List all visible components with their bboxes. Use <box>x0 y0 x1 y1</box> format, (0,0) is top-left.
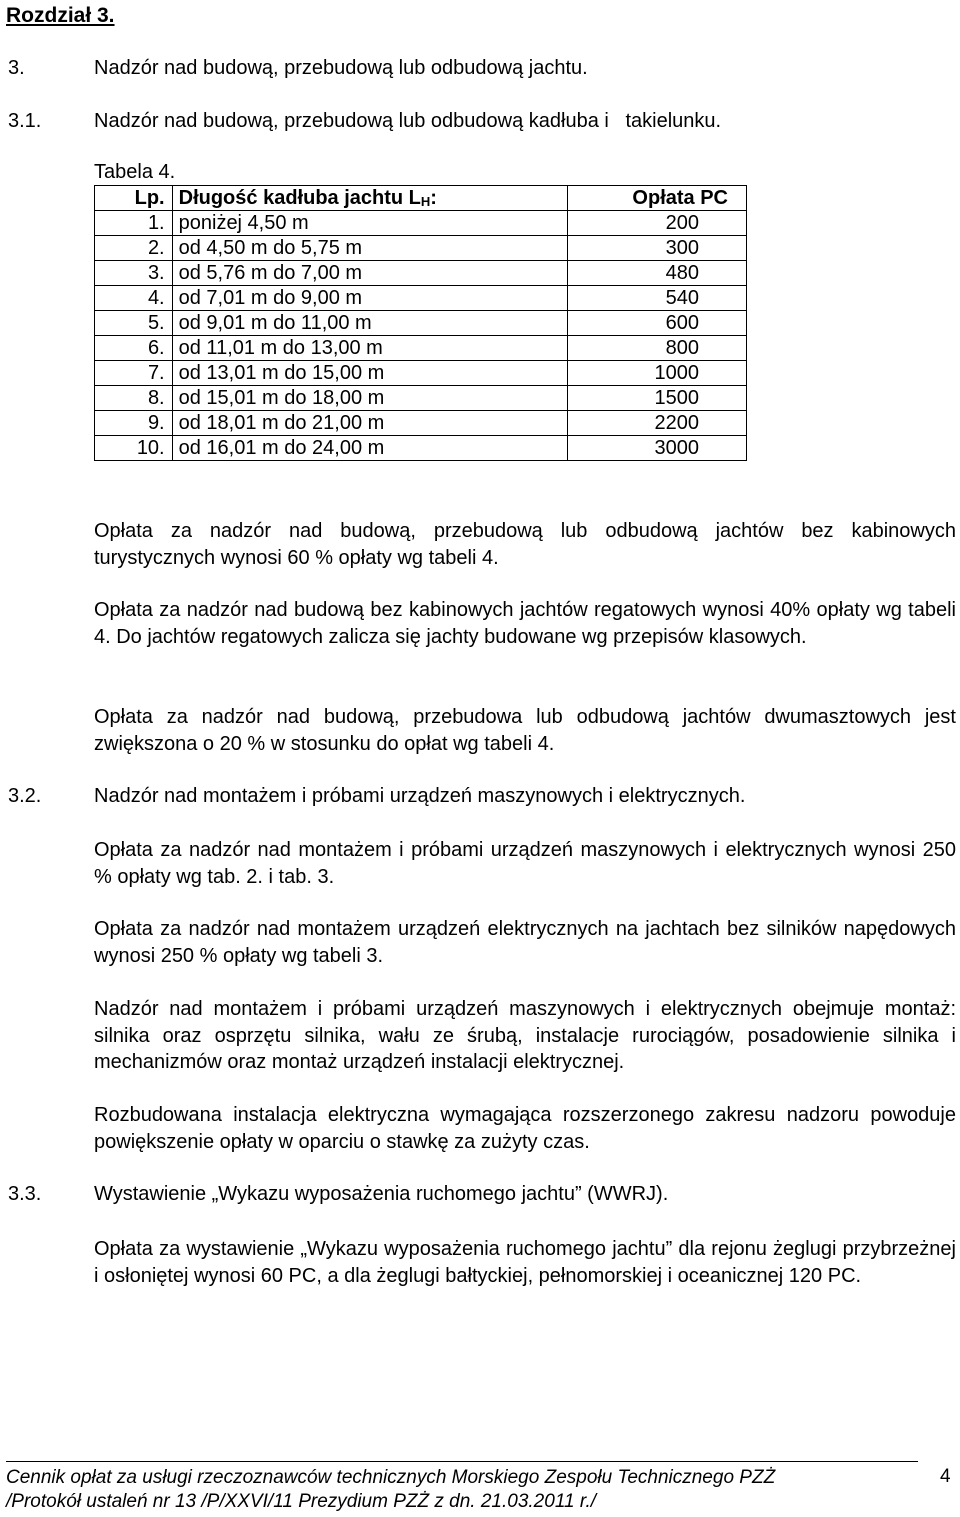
row-fee: 1000 <box>568 361 747 386</box>
page-number: 4 <box>940 1466 951 1487</box>
row-fee: 200 <box>568 211 747 236</box>
table-row <box>95 261 747 286</box>
table-row <box>95 211 747 236</box>
fee-table <box>94 185 747 461</box>
paragraph-wwrj-fee: Opłata za wystawienie „Wykazu wyposażenia ruchomego jachtu” dla rejonu żeglugi przybrzeżnej i osłoniętej wynosi 60 PC, a dla żeglugi bałtyckiej, pełnomorskiej i oceanicznej 120 PC. <box>94 1238 956 1287</box>
chapter-heading: Rozdział 3. <box>6 4 115 27</box>
row-lp: 4. <box>95 286 173 311</box>
row-fee: 600 <box>568 311 747 336</box>
row-length-range: od 11,01 m do 13,00 m <box>172 336 568 361</box>
header-fee: Opłata PC <box>568 186 747 211</box>
row-lp: 6. <box>95 336 173 361</box>
row-lp: 8. <box>95 386 173 411</box>
section-3-2-number: 3.2. <box>8 785 42 807</box>
table-row <box>95 336 747 361</box>
paragraph-electrical-fee: Opłata za nadzór nad montażem urządzeń elektrycznych na jachtach bez silników napędowych wynosi 250 % opłaty wg tabeli 3. <box>94 918 956 967</box>
header-length-colon: : <box>430 187 437 209</box>
row-length-range: od 15,01 m do 18,00 m <box>172 386 568 411</box>
paragraph-tourist-yachts: Opłata za nadzór nad budową, przebudową lub odbudową jachtów bez kabinowych turystycznych wynosi 60 % opłaty wg tabeli 4. <box>94 520 956 569</box>
section-3-title: Nadzór nad budową, przebudową lub odbudową jachtu. <box>94 57 588 79</box>
table-row <box>95 411 747 436</box>
section-3-3-title: Wystawienie „Wykazu wyposażenia ruchomego jachtu” (WWRJ). <box>94 1183 669 1205</box>
table-row <box>95 436 747 461</box>
section-3-1-number: 3.1. <box>8 110 42 132</box>
header-length <box>172 186 568 211</box>
row-lp: 5. <box>95 311 173 336</box>
row-lp: 3. <box>95 261 173 286</box>
row-lp: 2. <box>95 236 173 261</box>
section-3-3-number: 3.3. <box>8 1183 42 1205</box>
header-length-subscript: H <box>420 194 431 209</box>
table-row <box>95 386 747 411</box>
row-length-range: od 5,76 m do 7,00 m <box>172 261 568 286</box>
row-length-range: od 7,01 m do 9,00 m <box>172 286 568 311</box>
row-lp: 10. <box>95 436 173 461</box>
row-fee: 1500 <box>568 386 747 411</box>
paragraph-two-mast-yachts: Opłata za nadzór nad budową, przebudowa lub odbudową jachtów dwumasztowych jest zwiększona o 20 % w stosunku do opłat wg tabeli 4. <box>94 706 956 755</box>
section-3-number: 3. <box>8 57 25 79</box>
row-fee: 480 <box>568 261 747 286</box>
header-length-label: Długość kadłuba jachtu L <box>178 187 421 209</box>
paragraph-machinery-fee: Opłata za nadzór nad montażem i próbami urządzeń maszynowych i elektrycznych wynosi 250 % opłaty wg tab. 2. i tab. 3. <box>94 839 956 888</box>
paragraph-racing-yachts: Opłata za nadzór nad budową bez kabinowych jachtów regatowych wynosi 40% opłaty wg tabeli 4. Do jachtów regatowych zalicza się jachty budowane wg przepisów klasowych. <box>94 599 956 648</box>
row-length-range: poniżej 4,50 m <box>172 211 568 236</box>
row-fee: 3000 <box>568 436 747 461</box>
row-length-range: od 4,50 m do 5,75 m <box>172 236 568 261</box>
row-fee: 2200 <box>568 411 747 436</box>
row-lp: 9. <box>95 411 173 436</box>
row-length-range: od 16,01 m do 24,00 m <box>172 436 568 461</box>
table-caption: Tabela 4. <box>94 161 176 183</box>
paragraph-supervision-scope: Nadzór nad montażem i próbami urządzeń maszynowych i elektrycznych obejmuje montaż: silnika oraz osprzętu silnika, wału ze śrubą, instalacje rurociągów, posadowienie silnika i mechanizmów oraz montaż urządzeń instalacji elektrycznej. <box>94 998 956 1073</box>
footer-line-1: Cennik opłat za usługi rzeczoznawców technicznych Morskiego Zespołu Technicznego PZŻ <box>6 1467 776 1488</box>
row-fee: 540 <box>568 286 747 311</box>
section-3-2-title: Nadzór nad montażem i próbami urządzeń maszynowych i elektrycznych. <box>94 785 746 807</box>
row-length-range: od 13,01 m do 15,00 m <box>172 361 568 386</box>
table-row <box>95 311 747 336</box>
row-fee: 300 <box>568 236 747 261</box>
footer-line-2: /Protokół ustaleń nr 13 /P/XXVI/11 Prezydium PZŻ z dn. 21.03.2011 r./ <box>6 1491 597 1512</box>
row-length-range: od 9,01 m do 11,00 m <box>172 311 568 336</box>
table-row <box>95 286 747 311</box>
section-3-1-title: Nadzór nad budową, przebudową lub odbudową kadłuba i takielunku. <box>94 110 722 132</box>
footer-divider <box>6 1461 918 1462</box>
header-lp: Lp. <box>95 186 173 211</box>
table-row <box>95 236 747 261</box>
row-length-range: od 18,01 m do 21,00 m <box>172 411 568 436</box>
row-lp: 7. <box>95 361 173 386</box>
paragraph-extended-installation: Rozbudowana instalacja elektryczna wymagająca rozszerzonego zakresu nadzoru powoduje powiększenie opłaty w oparciu o stawkę za zużyty czas. <box>94 1104 956 1153</box>
row-fee: 800 <box>568 336 747 361</box>
table-header-row <box>95 186 747 211</box>
row-lp: 1. <box>95 211 173 236</box>
table-row <box>95 361 747 386</box>
